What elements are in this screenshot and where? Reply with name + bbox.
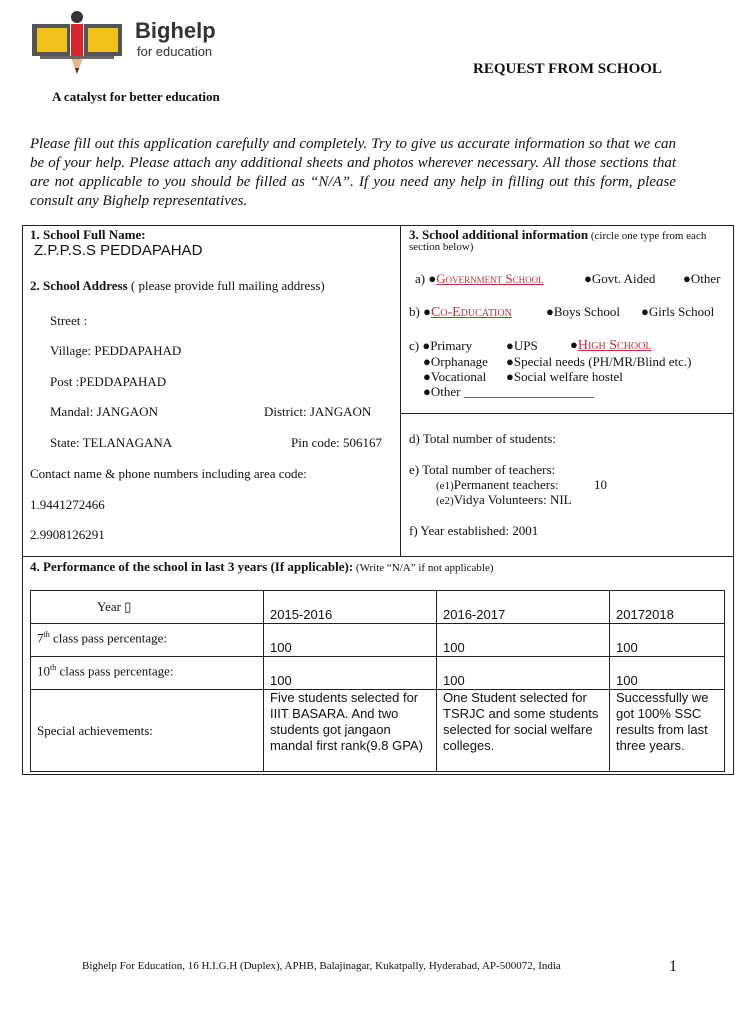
option-boys-school[interactable]: ●Boys School [546, 304, 620, 319]
table-cell[interactable]: 100 [610, 624, 725, 657]
option-government-school-selected[interactable]: Government School [436, 271, 544, 286]
school-type-b [409, 304, 512, 321]
table-row [31, 591, 725, 624]
school-name-label: 1. School Full Name: [30, 227, 146, 242]
school-name-value[interactable]: Z.P.P.S.S PEDDAPAHAD [34, 242, 203, 259]
pincode-field[interactable]: Pin code: 506167 [291, 435, 382, 450]
logo-subtitle: for education [137, 44, 213, 59]
permanent-teachers-row [436, 477, 559, 493]
performance-heading [30, 559, 494, 575]
right-horizontal-divider [400, 413, 733, 414]
year-column-2: 2016-2017 [437, 591, 610, 624]
bighelp-logo [30, 10, 125, 82]
book-pencil-logo-icon [30, 10, 125, 82]
village-field[interactable]: Village: PEDDAPAHAD [50, 343, 182, 358]
street-field[interactable]: Street : [50, 313, 88, 328]
option-special-needs[interactable]: ●Special needs (PH/MR/Blind etc.) [506, 354, 692, 369]
mandal-field[interactable]: Mandal: JANGAON [50, 404, 158, 419]
year-label: Year [97, 599, 121, 614]
option-a-prefix: a) ● [415, 271, 437, 286]
tagline: A catalyst for better education [52, 89, 220, 104]
school-type-c-high [570, 337, 651, 354]
option-c-bullet: ● [570, 337, 578, 352]
post-field[interactable]: Post :PEDDAPAHAD [50, 374, 167, 389]
table-row [31, 690, 725, 772]
table-cell[interactable]: Five students selected for IIIT BASARA. And two students got jangaon mandal first rank(9.8 GPA) [264, 690, 437, 772]
section4-divider [22, 556, 733, 557]
table-cell[interactable]: 100 [437, 624, 610, 657]
vertical-divider [400, 225, 401, 557]
option-vocational[interactable]: ●Vocational [423, 369, 487, 384]
total-students-field[interactable]: d) Total number of students: [409, 431, 556, 446]
additional-info-note: (circle one type from each [588, 230, 707, 242]
vidya-volunteers-value[interactable]: Vidya Volunteers: NIL [453, 492, 572, 507]
special-achievements-label: Special achievements: [31, 690, 264, 772]
row-label-7th [31, 624, 264, 657]
performance-table [30, 590, 725, 772]
option-other-c[interactable]: ●Other ____________________ [423, 384, 594, 399]
phone-1[interactable]: 1.9441272466 [30, 497, 105, 512]
performance-label: 4. Performance of the school in last 3 years (If applicable) [30, 559, 349, 574]
page-number: 1 [669, 958, 677, 975]
option-primary[interactable]: c) ●Primary [409, 338, 473, 353]
table-cell[interactable]: 100 [610, 657, 725, 690]
arrow-icon: ▯ [124, 599, 132, 614]
option-high-school-selected[interactable]: High School [577, 338, 652, 353]
row-10th-number: 10 [37, 663, 50, 679]
performance-colon: : [348, 559, 354, 574]
performance-note: (Write “N/A” if not applicable) [353, 562, 494, 574]
table-cell[interactable]: 100 [264, 624, 437, 657]
table-row [31, 624, 725, 657]
row-7th-number: 7 [37, 630, 44, 646]
row-label-10th [31, 657, 264, 690]
year-column-1: 2015-2016 [264, 591, 437, 624]
option-social-welfare-hostel[interactable]: ●Social welfare hostel [506, 369, 623, 384]
school-address-label: 2. School Address [30, 278, 128, 293]
table-cell[interactable]: One Student selected for TSRJC and some students selected for social welfare colleges. [437, 690, 610, 772]
school-address-note: ( please provide full mailing address) [127, 278, 325, 293]
year-header-cell [31, 591, 264, 624]
permanent-teachers-label: Permanent teachers: [453, 477, 559, 492]
logo-name: Bighelp [135, 18, 216, 43]
option-ups[interactable]: ●UPS [506, 338, 538, 353]
additional-info-note-2: section below) [409, 241, 474, 253]
school-address-heading [30, 278, 325, 294]
school-type-a [415, 271, 544, 287]
page-title: REQUEST FROM SCHOOL [473, 61, 662, 77]
intro-paragraph: Please fill out this application carefully and completely. Try to give us accurate information so that we can be of your help. Please attach any additional sheets and photos wherever necessary. All those sections that are not applicable to you should be filled as “N/A”. If you need any help in filling out this form, please consult any Bighelp representatives. [30, 136, 676, 209]
footer-address: Bighelp For Education, 16 H.I.G.H (Duplex), APHB, Balajinagar, Kukatpally, Hyderabad, AP-500072, India [82, 960, 561, 972]
additional-info-label: 3. School additional information [409, 227, 589, 242]
year-column-3: 20172018 [610, 591, 725, 624]
table-cell[interactable]: 100 [264, 657, 437, 690]
row-7th-sup: th [43, 630, 50, 639]
permanent-teachers-value[interactable]: 10 [594, 477, 607, 492]
phone-2[interactable]: 2.9908126291 [30, 527, 105, 542]
table-cell[interactable]: 100 [437, 657, 610, 690]
total-teachers-field[interactable]: e) Total number of teachers: [409, 462, 556, 477]
district-field[interactable]: District: JANGAON [264, 404, 372, 419]
row-7th-text: class pass percentage: [49, 630, 168, 646]
state-field[interactable]: State: TELANAGANA [50, 435, 173, 450]
option-b-prefix: b) ● [409, 304, 431, 319]
contact-label: Contact name & phone numbers including area code: [30, 466, 307, 481]
option-orphanage[interactable]: ●Orphanage [423, 354, 488, 369]
table-cell[interactable]: Successfully we got 100% SSC results from last three years. [610, 690, 725, 772]
table-row [31, 657, 725, 690]
option-other-a[interactable]: ●Other [683, 271, 721, 286]
vidya-volunteers-row [436, 492, 572, 508]
option-govt-aided[interactable]: ●Govt. Aided [584, 271, 656, 286]
option-girls-school[interactable]: ●Girls School [641, 304, 715, 319]
row-10th-sup: th [50, 663, 57, 672]
year-established-field[interactable]: f) Year established: 2001 [409, 523, 539, 538]
e2-tag: (e2) [436, 495, 454, 507]
e1-tag: (e1) [436, 480, 454, 492]
row-10th-text: class pass percentage: [56, 663, 174, 679]
option-co-education-selected[interactable]: Co-Education [430, 305, 512, 320]
